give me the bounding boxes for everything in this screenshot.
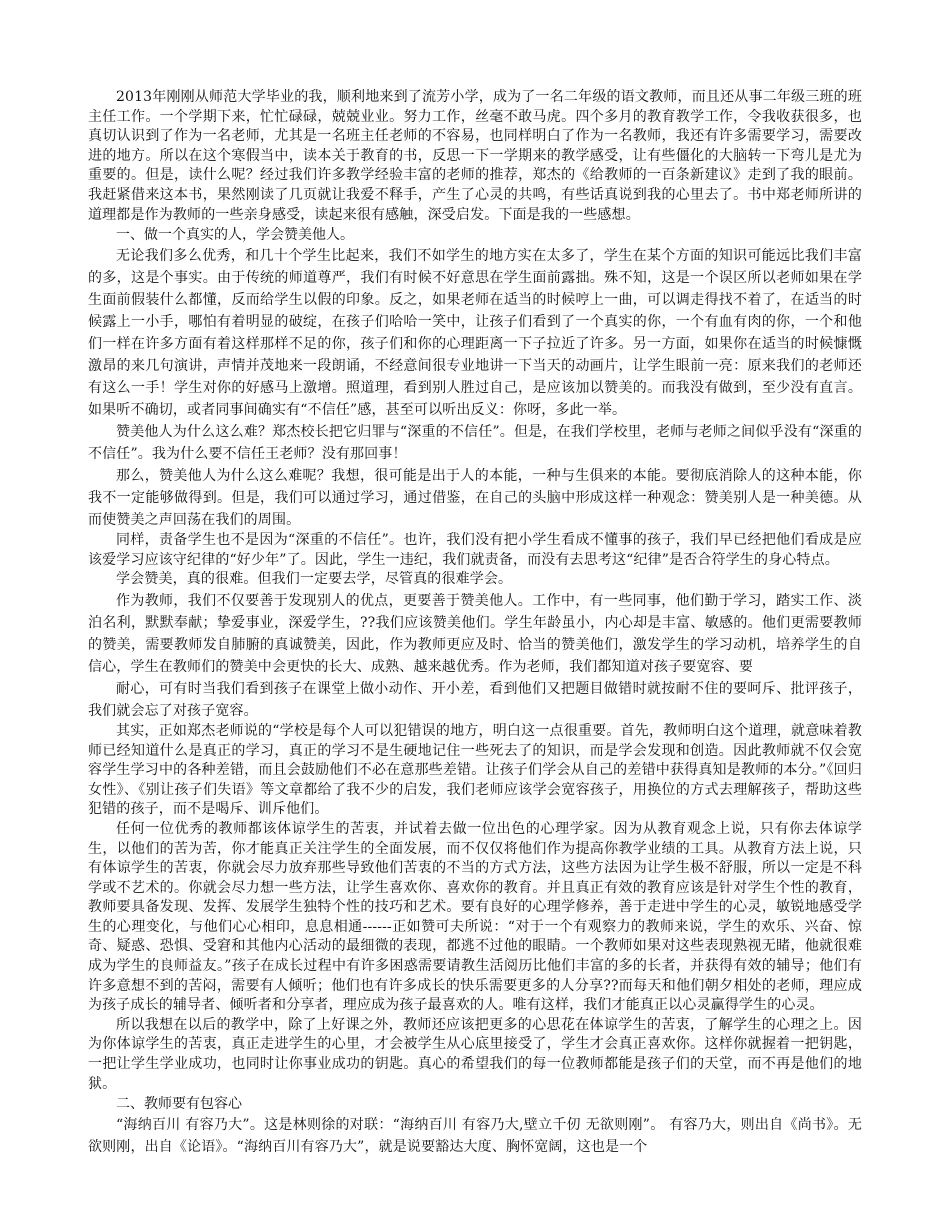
body-paragraph: 其实，正如郑杰老师说的“学校是每个人可以犯错误的地方，明白这一点很重要。首先，教师明白这个道理，就意味着教师已经知道什么是真正的学习，真正的学习不是生硬地记住一些死去了的知识，而是学会发现和创造。因此教师就不仅会宽容学生学习中的各种差错，而且会鼓励他们不必在意那些差错。让孩子们学会从自己的差错中获得真知是教师的本分。”《回归女性》、《别让孩子们失语》等文章都给了我不少的启发，我们老师应该学会宽容孩子，用换位的方式去理解孩子，帮助这些犯错的孩子，而不是喝斥、训斥他们。 [88,722,862,818]
body-paragraph: 那么，赞美他人为什么这么难呢？我想，很可能是出于人的本能，一种与生俱来的本能。要彻底消除人的这种本能，你我不一定能够做得到。但是，我们可以通过学习，通过借鉴，在自己的头脑中形成这样一种观念：赞美别人是一种美德。从而使赞美之声回荡在我们的周围。 [88,468,862,529]
body-paragraph: 耐心，可有时当我们看到孩子在课堂上做小动作、开小差，看到他们又把题目做错时就按耐不住的要呵斥、批评孩子，我们就会忘了对孩子宽容。 [88,680,862,719]
body-paragraph: 赞美他人为什么这么难？郑杰校长把它归罪与“深重的不信任”。但是，在我们学校里，老师与老师之间似乎没有“深重的不信任”。我为什么要不信任王老师？没有那回事！ [88,424,862,463]
section-heading-1: 一、做一个真实的人，学会赞美他人。 [116,227,354,244]
body-paragraph: 作为教师，我们不仅要善于发现别人的优点，更要善于赞美他人。工作中，有一些同事，他们勤于学习，踏实工作、淡泊名利，默默奉献；挚爱事业，深爱学生，??我们应该赞美他们。学生年龄虽小，内心却是丰富、敏感的。他们更需要教师的赞美，需要教师发自肺腑的真诚赞美，因此，作为教师更应及时、恰当的赞美他们，激发学生的学习动机，培养学生的自信心，学生在教师们的赞美中会更快的长大、成熟、越来越优秀。作为老师，我们都知道对孩子要宽容、要 [88,592,862,675]
body-paragraph: 同样，责备学生也不是因为“深重的不信任”。也许，我们没有把小学生看成不懂事的孩子，我们早已经把他们看成是应该爱学习应该守纪律的“好少年”了。因此，学生一违纪，我们就责备，而没有去思考这“纪律”是否合符学生的身心特点。 [88,532,862,568]
body-paragraph: 任何一位优秀的教师都该体谅学生的苦衷，并试着去做一位出色的心理学家。因为从教育观念上说，只有你去体谅学生，以他们的苦为苦，你才能真正关注学生的全面发展，而不仅仅将他们作为提高你教学业绩的工具。从教育方法上说，只有体谅学生的苦衷，你就会尽力放弃那些导致他们苦衷的不当的方式方法，这些方法因为让学生极不舒服，所以一定是不科学或不艺术的。你就会尽力想一些方法，让学生喜欢你、喜欢你的教育。并且真正有效的教育应该是针对学生个性的教育，教师要具备发现、发挥、发展学生独特个性的技巧和艺术。要有良好的心理学修养，善于走进中学生的心灵，敏锐地感受学生的心理变化，与他们心心相印，息息相通------正如赞可夫所说：“对于一个有观察力的教师来说，学生的欢乐、兴奋、惊奇、疑惑、恐惧、受窘和其他内心活动的最细微的表现，都逃不过他的眼睛。一个教师如果对这些表现熟视无睹，他就很难成为学生的良师益友。”孩子在成长过程中有许多困惑需要请教生活阅历比他们丰富的多的长者，并获得有效的辅导；他们有许多意想不到的苦闷，需要有人倾听；他们也有许多成长的快乐需要更多的人分享??而每天和他们朝夕相处的老师，理应成为孩子成长的辅导者、倾听者和分享者，理应成为孩子最喜欢的人。唯有这样，我们才能真正以心灵赢得学生的心灵。 [88,820,862,1014]
body-paragraph: 无论我们多么优秀，和几十个学生比起来，我们不如学生的地方实在太多了，学生在某个方面的知识可能远比我们丰富的多，这是个事实。由于传统的师道尊严，我们有时候不好意思在学生面前露拙。殊不知，这是一个误区所以老师如果在学生面前假装什么都懂，反而给学生以假的印象。反之，如果老师在适当的时候哼上一曲，可以调走得找不着了，在适当的时候露上一小手，哪怕有着明显的破绽，在孩子们哈哈一笑中，让孩子们看到了一个真实的你，一个有血有肉的你，一个和他们一样在许多方面有着这样那样不足的你，孩子们和你的心理距离一下子拉近了许多。另一方面，如果你在适当的时候慷慨激昂的来几句演讲，声情并茂地来一段朗诵，不经意间很专业地讲一下当天的动画片，让学生眼前一亮：原来我们的老师还有这么一手！学生对你的好感马上激增。照道理，看到别人胜过自己，是应该加以赞美的。而我没有做到，至少没有直言。如果听不确切，或者同事间确实有“不信任”感，甚至可以听出反义：你呀，多此一举。 [88,248,862,419]
intro-paragraph: 2013年刚刚从师范大学毕业的我，顺利地来到了流芳小学，成为了一名二年级的语文教师，而且还从事二年级三班的班主任工作。一个学期下来，忙忙碌碌，兢兢业业。努力工作，丝毫不敢马虎。四个多月的教育教学工作，令我收获很多，也真切认识到了作为一名老师，尤其是一名班主任老师的不容易，也同样明白了作为一名教师，我还有许多需要学习，需要改进的地方。所以在这个寒假当中，读本关于教育的书，反思一下一学期来的教学感受，让有些僵化的大脑转一下弯儿是尤为重要的。但是，读什么呢？经过我们许多教学经验丰富的老师的推荐，郑杰的《给教师的一百条新建议》走到了我的眼前。我赶紧借来这本书，果然刚读了几页就让我爱不释手，产生了心灵的共鸣，有些话真说到我的心里去了。书中郑老师所讲的道理都是作为教师的一些亲身感受，读起来很有感触，深受启发。下面是我的一些感想。 [88,89,862,223]
body-paragraph: “海纳百川 有容乃大”。这是林则徐的对联：“海纳百川 有容乃大,壁立千仞 无欲则刚”。 有容乃大，则出自《尚书》。无欲则刚，出自《论语》。“海纳百川有容乃大”，就是说要豁达大度、胸怀宽阔，这也是一个 [88,1117,862,1156]
body-paragraph: 学会赞美，真的很难。但我们一定要去学，尽管真的很难学会。 [116,571,513,588]
document-page [88,88,862,1158]
body-paragraph: 所以我想在以后的教学中，除了上好课之外，教师还应该把更多的心思花在体谅学生的苦衷，了解学生的心理之上。因为你体谅学生的苦衷，真正走进学生的心里，才会被学生从心底里接受了，学生才会真正喜欢你。这样你就握着一把钥匙，一把让学生学业成功，也同时让你事业成功的钥匙。真心的希望我们的每一位教师都能是孩子们的天堂，而不再是他们的地狱。 [88,1016,862,1092]
section-heading-2: 二、教师要有包容心 [116,1096,242,1113]
